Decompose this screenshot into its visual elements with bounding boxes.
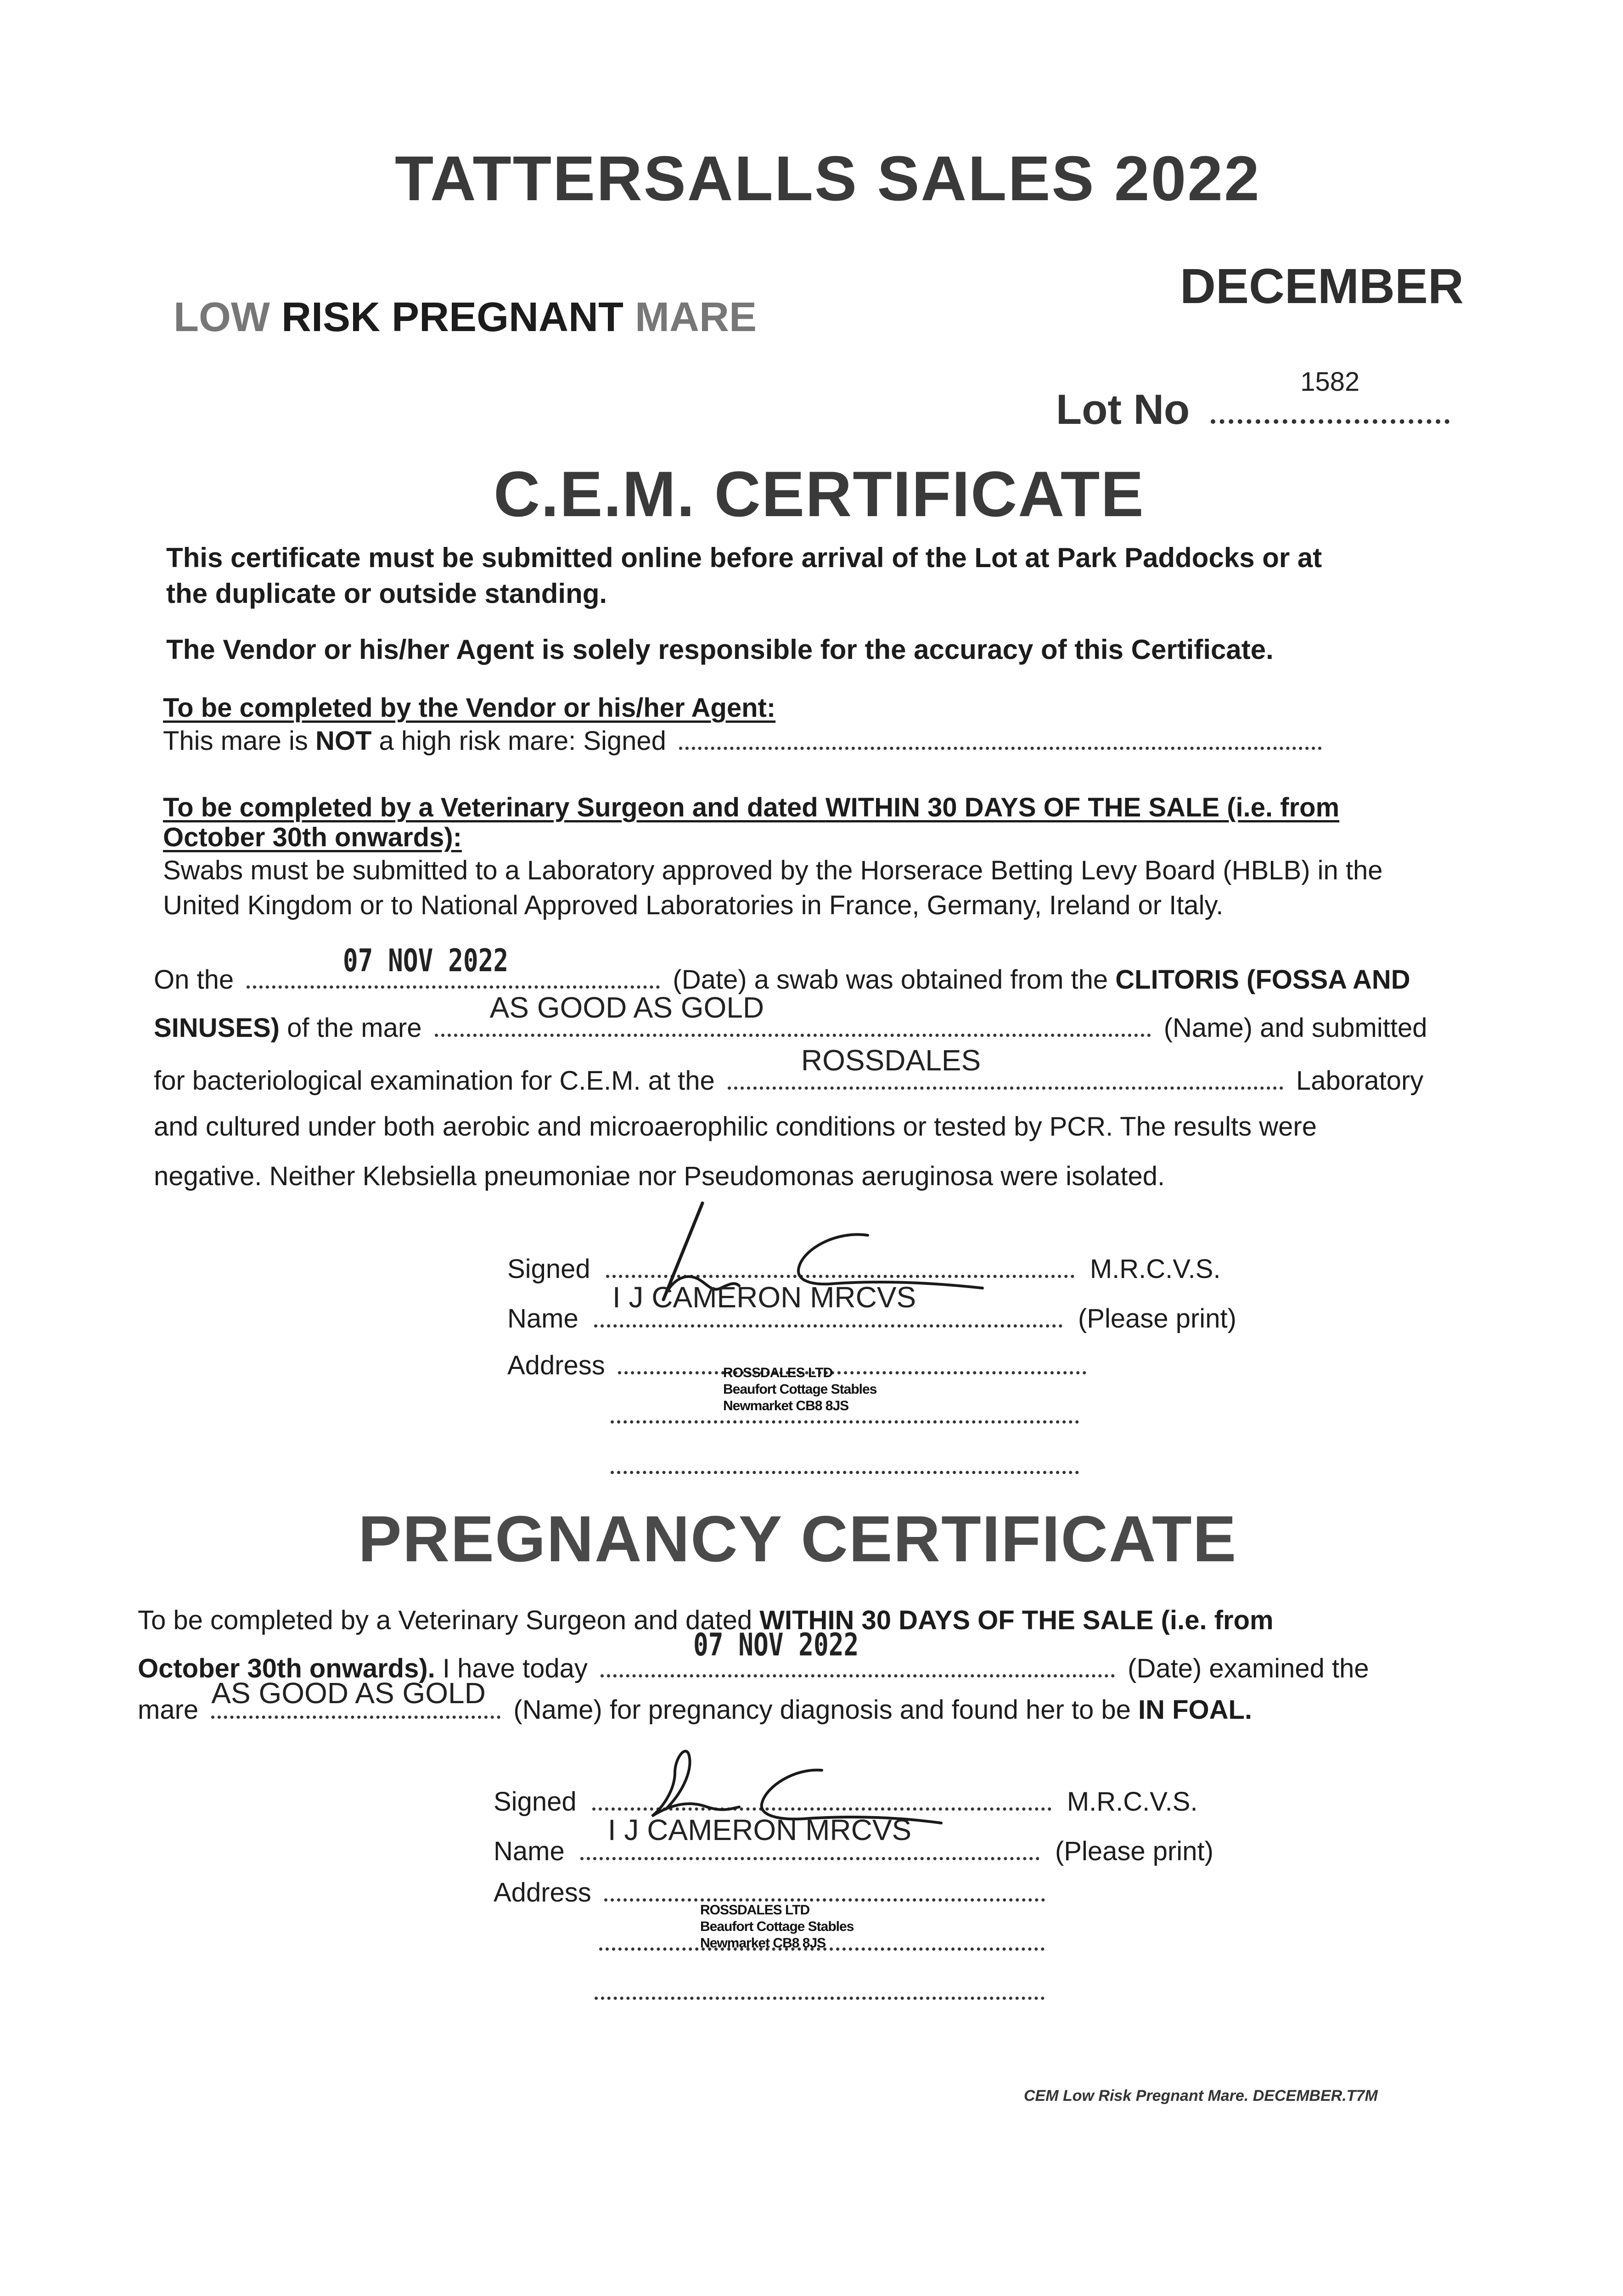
laboratory-label: Laboratory — [1296, 1066, 1424, 1096]
swab-date-field — [247, 943, 660, 989]
cem-name-line — [507, 1281, 1236, 1334]
on-the-label: On the — [154, 965, 234, 995]
cem-mare-name-value: AS GOOD AS GOLD — [489, 991, 764, 1024]
cem-mrcvs-label: M.R.C.V.S. — [1089, 1254, 1221, 1284]
document-title: TATTERSALLS SALES 2022 — [395, 143, 1261, 214]
pregnancy-line1-a: To be completed by a Veterinary Surgeon and dated — [138, 1605, 753, 1635]
exam-date-value: 07 NOV 2022 — [693, 1627, 859, 1663]
cem-stamp-line1: ROSSDALES LTD — [723, 1365, 833, 1380]
preg-address-field-1 — [604, 1895, 1045, 1902]
subtitle-risk-pregnant: RISK PREGNANT — [281, 294, 624, 340]
cem-address-label: Address — [507, 1351, 605, 1380]
cultured-line: and cultured under both aerobic and microaerophilic conditions or tested by PCR. The results were — [154, 1112, 1317, 1142]
cem-stamp-line2: Beaufort Cottage Stables — [723, 1382, 877, 1397]
in-foal-result: IN FOAL. — [1138, 1695, 1252, 1725]
vendor-statement — [163, 726, 1322, 756]
preg-stamp-line1: ROSSDALES LTD — [700, 1902, 810, 1918]
mare-name-field — [435, 991, 1151, 1037]
cem-vet-name-field — [594, 1281, 1062, 1328]
cem-address-stamp — [723, 1365, 876, 1414]
vendor-statement-not: NOT — [315, 726, 372, 756]
pregnancy-mare-label: mare — [138, 1695, 199, 1725]
sinuses-label: SINUSES) — [154, 1013, 280, 1043]
bacteriological-text: for bacteriological examination for C.E.M. at the — [154, 1066, 715, 1096]
laboratory-line — [154, 1044, 1424, 1096]
pregnancy-mare-name-value: AS GOOD AS GOLD — [211, 1677, 486, 1710]
cem-title: C.E.M. CERTIFICATE — [494, 458, 1145, 530]
vet-heading-line2: October 30th onwards): — [163, 822, 462, 852]
pregnancy-title: PREGNANCY CERTIFICATE — [358, 1503, 1237, 1576]
cem-please-print-label: (Please print) — [1078, 1304, 1236, 1334]
cem-name-label: Name — [507, 1304, 578, 1334]
pregnancy-line2-a: October 30th onwards). — [138, 1654, 435, 1683]
preg-address-label: Address — [494, 1878, 591, 1908]
preg-mrcvs-label: M.R.C.V.S. — [1067, 1787, 1198, 1817]
laboratory-name-value: ROSSDALES — [801, 1044, 981, 1077]
subtitle-low: LOW — [174, 294, 270, 340]
swabs-line2: United Kingdom or to National Approved Laboratories in France, Germany, Ireland or Italy. — [163, 890, 1224, 920]
preg-please-print-label: (Please print) — [1055, 1836, 1213, 1866]
cem-vet-name-value: I J CAMERON MRCVS — [612, 1281, 916, 1314]
preg-vet-name-value: I J CAMERON MRCVS — [607, 1813, 912, 1846]
cem-signed-label: Signed — [507, 1254, 590, 1284]
preg-name-line — [494, 1813, 1213, 1867]
lot-number-value: 1582 — [1300, 367, 1360, 397]
lot-dotted-line — [1211, 367, 1449, 424]
vendor-statement-b: a high risk mare: Signed — [379, 726, 666, 756]
cem-stamp-line3: Newmarket CB8 8JS — [723, 1398, 849, 1413]
vet-heading-b: WITHIN 30 DAYS OF THE SALE (i.e. from — [825, 793, 1340, 822]
sale-month: DECEMBER — [1180, 258, 1464, 314]
mare-name-line — [154, 991, 1427, 1043]
preg-address-field-3 — [595, 1993, 1045, 2002]
clitoris-label: CLITORIS (FOSSA AND — [1115, 965, 1410, 995]
cem-address-field-3 — [611, 1467, 1079, 1476]
certificate-type — [174, 294, 757, 341]
preg-stamp-line2: Beaufort Cottage Stables — [700, 1919, 854, 1934]
cem-address-field-2 — [611, 1417, 1079, 1426]
pregnancy-line3 — [138, 1677, 1252, 1725]
cem-intro-line2: the duplicate or outside standing. — [166, 578, 607, 609]
preg-name-label: Name — [494, 1836, 565, 1866]
pregnancy-line3-b: (Name) for pregnancy diagnosis and found her to be — [513, 1695, 1131, 1725]
vendor-heading: To be completed by the Vendor or his/her Agent: — [163, 693, 776, 723]
preg-address-stamp — [700, 1902, 854, 1952]
name-submitted-label: (Name) and submitted — [1163, 1013, 1427, 1043]
pregnancy-mare-name-field — [211, 1677, 500, 1719]
vet-heading-a: To be completed by a Veterinary Surgeon and dated — [163, 793, 818, 822]
form-code: CEM Low Risk Pregnant Mare. DECEMBER.T7M — [1024, 2087, 1378, 2105]
cem-intro-line1: This certificate must be submitted online before arrival of the Lot at Park Paddocks or at — [166, 542, 1322, 573]
preg-signed-label: Signed — [494, 1787, 577, 1817]
pregnancy-line1-b: WITHIN 30 DAYS OF THE SALE (i.e. from — [759, 1605, 1274, 1635]
of-mare-label: of the mare — [287, 1013, 422, 1043]
swabs-line1: Swabs must be submitted to a Laboratory approved by the Horserace Betting Levy Board (HBLB) in the — [163, 855, 1383, 885]
laboratory-field — [728, 1044, 1283, 1090]
date-text: (Date) a swab was obtained from the — [673, 965, 1108, 995]
pregnancy-line2-c: (Date) examined the — [1128, 1654, 1369, 1683]
lot-label: Lot No — [1056, 386, 1190, 433]
lot-number-field — [1056, 367, 1449, 434]
preg-vet-name-field — [580, 1813, 1039, 1860]
vendor-statement-a: This mare is — [163, 726, 308, 756]
exam-date-field — [601, 1627, 1115, 1677]
vet-heading-line1 — [163, 792, 1339, 823]
preg-stamp-line3: Newmarket CB8 8JS — [700, 1936, 826, 1951]
responsibility-statement: The Vendor or his/her Agent is solely responsible for the accuracy of this Certificate. — [166, 634, 1274, 665]
vendor-signature-line — [679, 743, 1322, 750]
subtitle-mare: MARE — [635, 294, 757, 340]
pregnancy-line2-b: I have today — [442, 1654, 588, 1683]
negative-line: negative. Neither Klebsiella pneumoniae nor Pseudomonas aeruginosa were isolated. — [154, 1161, 1165, 1191]
swab-date-value: 07 NOV 2022 — [343, 943, 509, 979]
